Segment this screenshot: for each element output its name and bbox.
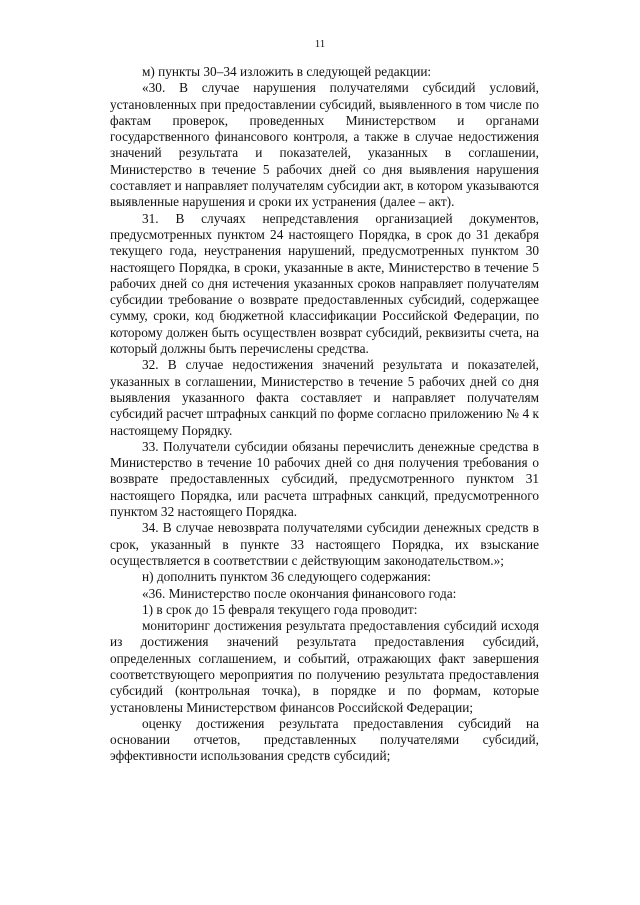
page-number: 11 bbox=[314, 38, 326, 50]
paragraph-32: 32. В случае недостижения значений результата и показателей, указанных в соглашении, Министерство в течение 5 рабочих дней со дня выявления указанного факта составляет и направляет получателям субсидий расчет штрафных санкций по форме согласно приложению № 4 к настоящему Порядку. bbox=[110, 357, 539, 438]
paragraph-31: 31. В случаях непредставления организацией документов, предусмотренных пунктом 24 настоящего Порядка, в срок до 31 декабря текущего года, неустранения нарушений, предусмотренных пунктом 30 настоящего Порядка, в сроки, указанные в акте, Министерство в течение 5 рабочих дней со дня истечения указанных сроков направляет получателям субсидии требование о возврате предоставленных субсидий, содержащее сумму, сроки, код бюджетной классификации Российской Федерации, по которому должен быть осуществлен возврат субсидий, реквизиты счета, на который должны быть перечислены средства. bbox=[110, 210, 539, 357]
paragraph-30: «30. В случае нарушения получателями субсидий условий, установленных при предоставлении субсидий, выявленного в том числе по фактам проверок, проведенных Министерством и органами государственного финансового контроля, а также в случае недостижения значений результата и показателей, указанных в соглашении, Министерство в течение 5 рабочих дней со дня выявления нарушения составляет и направляет получателям субсидии акт, в котором указываются выявленные нарушения и сроки их устранения (далее – акт). bbox=[110, 80, 539, 210]
paragraph-33: 33. Получатели субсидии обязаны перечислить денежные средства в Министерство в течение 10 рабочих дней со дня получения требования о возврате предоставленных субсидий, предусмотренного пунктом 31 настоящего Порядка, или расчета штрафных санкций, предусмотренного пунктом 32 настоящего Порядка. bbox=[110, 438, 539, 520]
paragraph-monitoring: мониторинг достижения результата предоставления субсидий исходя из достижения значений результата предоставления субсидий, определенных соглашением, и событий, отражающих факт завершения соответствующего мероприятия по получению результата предоставления субсидий (контрольная точка), в порядке и по формам, которые установлены Министерством финансов Российской Федерации; bbox=[110, 618, 539, 715]
paragraph-36: «36. Министерство после окончания финансового года: bbox=[142, 585, 457, 601]
paragraph-34: 34. В случае невозврата получателями субсидии денежных средств в срок, указанный в пункте 33 настоящего Порядка, их взыскание осуществляется в соответствии с действующим законодательством.»; bbox=[110, 520, 539, 568]
paragraph-assessment: оценку достижения результата предоставления субсидий на основании отчетов, представленных получателями субсидий, эффективности использования средств субсидий; bbox=[110, 715, 539, 764]
paragraph-item-n: н) дополнить пунктом 36 следующего содержания: bbox=[142, 569, 431, 585]
paragraph-item-m: м) пункты 30–34 изложить в следующей редакции: bbox=[142, 64, 432, 79]
paragraph-36-1: 1) в срок до 15 февраля текущего года проводит: bbox=[142, 601, 418, 617]
document-body bbox=[110, 64, 539, 765]
